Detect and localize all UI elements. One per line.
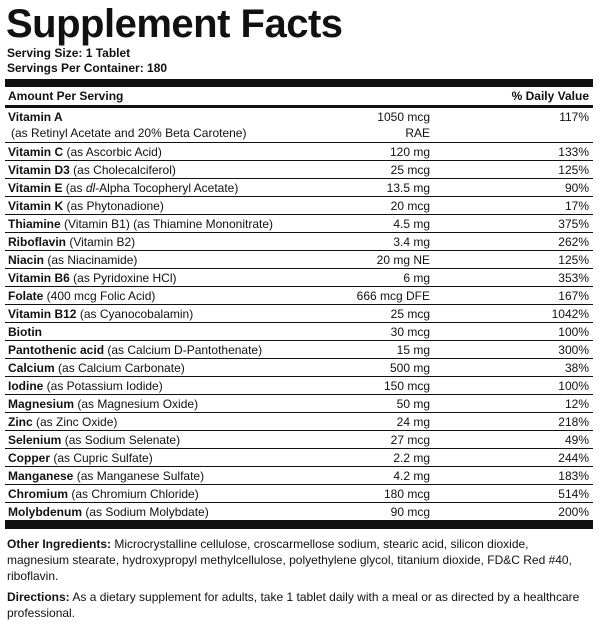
nutrient-daily-value: 125% [558, 163, 589, 177]
nutrient-source-line2: (as Retinyl Acetate and 20% Beta Carotene) [11, 126, 247, 140]
panel-title: Supplement Facts [6, 2, 343, 46]
nutrient-daily-value: 167% [558, 289, 589, 303]
nutrient-daily-value: 1042% [551, 307, 589, 321]
nutrient-source: (as Cupric Sulfate) [50, 451, 153, 465]
nutrient-amount: 90 mcg [390, 505, 430, 519]
nutrient-name: Vitamin D3 [8, 163, 70, 177]
supplement-facts-panel [5, 2, 593, 626]
nutrient-source: (as Sodium Selenate) [61, 433, 181, 447]
nutrient-name: Copper [8, 451, 50, 465]
nutrient-source: (as Potassium Iodide) [43, 379, 163, 393]
other-ingredients [7, 536, 591, 584]
nutrient-name: Niacin [8, 253, 45, 267]
nutrient-source: (as Cyanocobalamin) [76, 307, 194, 321]
nutrient-source: (as Chromium Chloride) [68, 487, 199, 501]
nutrient-name: Chromium [8, 487, 68, 501]
nutrient-row [5, 269, 593, 287]
nutrient-row [5, 233, 593, 251]
nutrient-name: Vitamin B12 [8, 307, 77, 321]
bottom-divider [5, 521, 593, 529]
directions-text: As a dietary supplement for adults, take 1 tablet daily with a meal or as directed by a healthcare professional. [7, 590, 580, 620]
nutrient-source: (as dl-Alpha Tocopheryl Acetate) [62, 181, 239, 195]
thick-divider [5, 79, 593, 87]
nutrient-daily-value: 200% [558, 505, 589, 519]
directions [7, 589, 591, 621]
nutrient-amount: 50 mg [396, 397, 430, 411]
nutrient-daily-value: 244% [558, 451, 589, 465]
nutrient-row [5, 161, 593, 179]
nutrient-name: Vitamin C [8, 145, 64, 159]
nutrient-row [5, 108, 593, 143]
nutrient-daily-value: 100% [558, 379, 589, 393]
other-ingredients-text: Microcrystalline cellulose, croscarmellose sodium, stearic acid, silicon dioxide, magnesium stearate, hydroxypropyl methylcellulose, polyethylene glycol, titanium dioxide, FD&C Red #40, riboflavin. [7, 537, 572, 583]
other-ingredients-label: Other Ingredients: [7, 537, 112, 551]
nutrient-amount: 4.5 mg [393, 217, 430, 231]
nutrient-daily-value: 125% [558, 253, 589, 267]
nutrient-row [5, 359, 593, 377]
nutrient-name: Riboflavin [8, 235, 67, 249]
nutrient-source: (as Magnesium Oxide) [74, 397, 199, 411]
nutrient-row [5, 503, 593, 521]
nutrient-daily-value: 90% [564, 181, 589, 195]
nutrient-amount: 13.5 mg [386, 181, 430, 195]
nutrient-name: Vitamin E [8, 181, 63, 195]
nutrient-source: (as Manganese Sulfate) [73, 469, 205, 483]
nutrient-name: Biotin [8, 325, 42, 339]
nutrient-daily-value: 375% [558, 217, 589, 231]
nutrient-name: Zinc [8, 415, 33, 429]
nutrient-name: Thiamine [8, 217, 61, 231]
column-header [5, 87, 593, 105]
nutrient-source: (as Phytonadione) [63, 199, 164, 213]
daily-value-column-header: % Daily Value [511, 89, 589, 103]
nutrient-row [5, 305, 593, 323]
nutrient-name: Manganese [8, 469, 74, 483]
nutrient-name: Vitamin A [8, 110, 63, 124]
nutrient-daily-value: 17% [564, 199, 589, 213]
nutrient-name: Iodine [8, 379, 44, 393]
nutrient-source: (as Niacinamide) [44, 253, 138, 267]
nutrient-name: Magnesium [8, 397, 75, 411]
nutrient-source: (Vitamin B1) (as Thiamine Mononitrate) [60, 217, 273, 231]
amount-column-header: Amount Per Serving [8, 89, 124, 103]
nutrient-source: (as Pyridoxine HCl) [69, 271, 177, 285]
nutrient-daily-value: 12% [564, 397, 589, 411]
nutrient-daily-value: 183% [558, 469, 589, 483]
nutrient-amount: 150 mcg [383, 379, 430, 393]
nutrient-name: Vitamin B6 [8, 271, 70, 285]
nutrient-row [5, 323, 593, 341]
nutrient-row [5, 485, 593, 503]
nutrient-row [5, 197, 593, 215]
nutrient-source: (400 mcg Folic Acid) [43, 289, 156, 303]
nutrient-row [5, 413, 593, 431]
nutrient-row [5, 431, 593, 449]
nutrient-daily-value: 353% [558, 271, 589, 285]
nutrient-row [5, 449, 593, 467]
nutrient-daily-value: 49% [564, 433, 589, 447]
nutrient-row [5, 251, 593, 269]
nutrient-amount: 25 mcg [390, 307, 430, 321]
nutrient-source: (Vitamin B2) [66, 235, 136, 249]
serving-size: Serving Size: 1 Tablet [7, 46, 131, 60]
nutrient-amount: 180 mcg [383, 487, 430, 501]
nutrient-name: Selenium [8, 433, 62, 447]
nutrient-name: Vitamin K [8, 199, 64, 213]
nutrient-amount: 27 mcg [390, 433, 430, 447]
nutrient-row [5, 467, 593, 485]
nutrient-amount: 20 mcg [390, 199, 430, 213]
nutrient-row [5, 341, 593, 359]
nutrient-amount: 24 mg [396, 415, 430, 429]
nutrient-source: (as Sodium Molybdate) [82, 505, 209, 519]
nutrient-amount: 120 mg [389, 145, 430, 159]
nutrient-name: Pantothenic acid [8, 343, 105, 357]
nutrient-row [5, 377, 593, 395]
nutrient-source: (as Calcium Carbonate) [54, 361, 185, 375]
nutrient-amount: 6 mg [403, 271, 430, 285]
nutrient-daily-value: 100% [558, 325, 589, 339]
nutrient-daily-value: 133% [558, 145, 589, 159]
nutrient-source: (as Cholecalciferol) [69, 163, 176, 177]
nutrient-name: Calcium [8, 361, 55, 375]
nutrient-name: Folate [8, 289, 44, 303]
nutrient-daily-value: 218% [558, 415, 589, 429]
nutrient-amount: 20 mg NE [376, 253, 430, 267]
nutrient-amount: 3.4 mg [393, 235, 430, 249]
nutrient-row [5, 395, 593, 413]
nutrient-daily-value: 262% [558, 235, 589, 249]
nutrient-source: (as Zinc Oxide) [32, 415, 118, 429]
nutrient-amount: 500 mg [389, 361, 430, 375]
nutrient-amount: 15 mg [396, 343, 430, 357]
nutrient-table [5, 108, 593, 521]
nutrient-amount: 30 mcg [390, 325, 430, 339]
nutrient-amount: 1050 mcg RAE [377, 110, 430, 140]
nutrient-name: Molybdenum [8, 505, 82, 519]
nutrient-row [5, 287, 593, 305]
nutrient-amount: 2.2 mg [393, 451, 430, 465]
nutrient-row [5, 143, 593, 161]
nutrient-daily-value: 38% [564, 361, 589, 375]
nutrient-source: (as Calcium D-Pantothenate) [104, 343, 263, 357]
servings-per-container: Servings Per Container: 180 [7, 61, 168, 75]
nutrient-amount: 25 mcg [390, 163, 430, 177]
nutrient-source: (as Ascorbic Acid) [63, 145, 162, 159]
nutrient-daily-value: 300% [558, 343, 589, 357]
nutrient-daily-value: 514% [558, 487, 589, 501]
nutrient-amount: 666 mcg DFE [356, 289, 430, 303]
nutrient-amount: 4.2 mg [393, 469, 430, 483]
nutrient-daily-value: 117% [559, 110, 589, 124]
nutrient-row [5, 215, 593, 233]
nutrient-row [5, 179, 593, 197]
directions-label: Directions: [7, 590, 70, 604]
notes-section [5, 529, 593, 621]
